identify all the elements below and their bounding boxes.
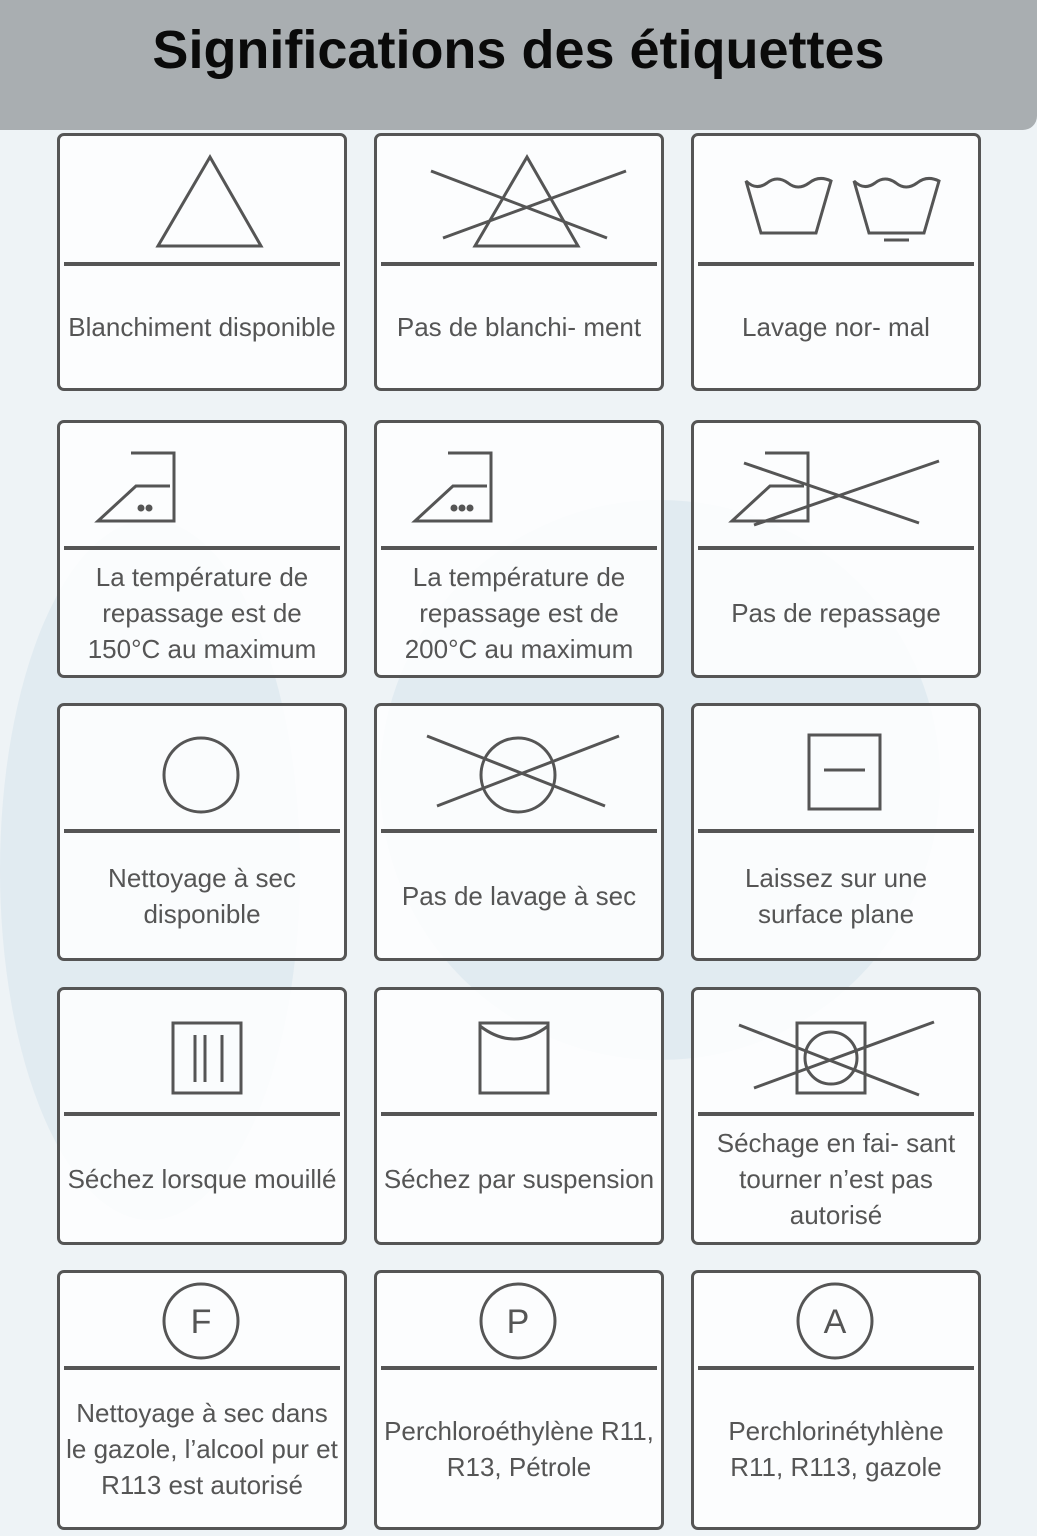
symbol-card [374, 420, 664, 678]
symbol-card [374, 1270, 664, 1530]
symbol-label: Séchez par suspension [383, 1164, 655, 1194]
dry-flat-icon [694, 706, 984, 833]
iron-two-dots-icon [60, 423, 350, 550]
line-dry-icon [377, 990, 667, 1116]
symbol-card [57, 987, 347, 1245]
symbol-label: La température de repassage est de 200°C au maximum [404, 561, 634, 664]
symbol-label: Perchloroéthylène R11, R13, Pétrole [384, 1415, 654, 1482]
symbol-label: Perchlorinétyhlène R11, R113, gazole [728, 1415, 944, 1482]
dry-clean-f-icon [60, 1273, 350, 1370]
symbol-label: Pas de repassage [731, 597, 941, 628]
dry-clean-circle-icon [60, 706, 350, 833]
symbol-card [374, 987, 664, 1245]
svg-text:P: P [506, 1303, 530, 1341]
svg-text:A: A [823, 1303, 847, 1341]
symbol-label: Nettoyage à sec disponible [108, 862, 296, 929]
symbol-card [57, 133, 347, 391]
symbol-label: Séchez lorsque mouillé [67, 1164, 337, 1194]
header-bar [0, 0, 1037, 130]
symbol-label: Pas de blanchi- ment [396, 312, 642, 342]
symbol-card [691, 1270, 981, 1530]
symbol-card [691, 133, 981, 391]
symbol-card [691, 703, 981, 961]
symbol-card [57, 703, 347, 961]
iron-three-dots-icon [377, 423, 667, 550]
svg-text:F: F [190, 1303, 212, 1341]
no-bleach-icon [377, 136, 667, 266]
symbol-label: La température de repassage est de 150°C au maximum [87, 561, 317, 664]
no-dry-clean-icon [377, 706, 667, 833]
no-tumble-dry-icon [694, 990, 984, 1116]
page-title: Significations des étiquettes [152, 20, 885, 80]
symbol-card [691, 420, 981, 678]
symbol-card [691, 987, 981, 1245]
bleach-triangle-icon [60, 136, 350, 266]
dry-clean-p-icon [377, 1273, 667, 1370]
symbol-label: Nettoyage à sec dans le gazole, l’alcool pur et R113 est autorisé [66, 1397, 338, 1500]
no-iron-icon [694, 423, 984, 550]
symbol-card [374, 703, 664, 961]
symbol-card [57, 1270, 347, 1530]
symbol-label: Laissez sur une surface plane [744, 862, 928, 929]
symbol-label: Blanchiment disponible [68, 312, 336, 342]
drip-dry-icon [60, 990, 350, 1116]
symbol-label: Séchage en fai- sant tourner n’est pas autorisé [716, 1128, 956, 1230]
symbol-label: Pas de lavage à sec [401, 880, 637, 911]
wash-tub-icon [694, 136, 984, 266]
symbol-card [374, 133, 664, 391]
symbol-card [57, 420, 347, 678]
symbol-label: Lavage nor- mal [742, 312, 930, 342]
dry-clean-a-icon [694, 1273, 984, 1370]
